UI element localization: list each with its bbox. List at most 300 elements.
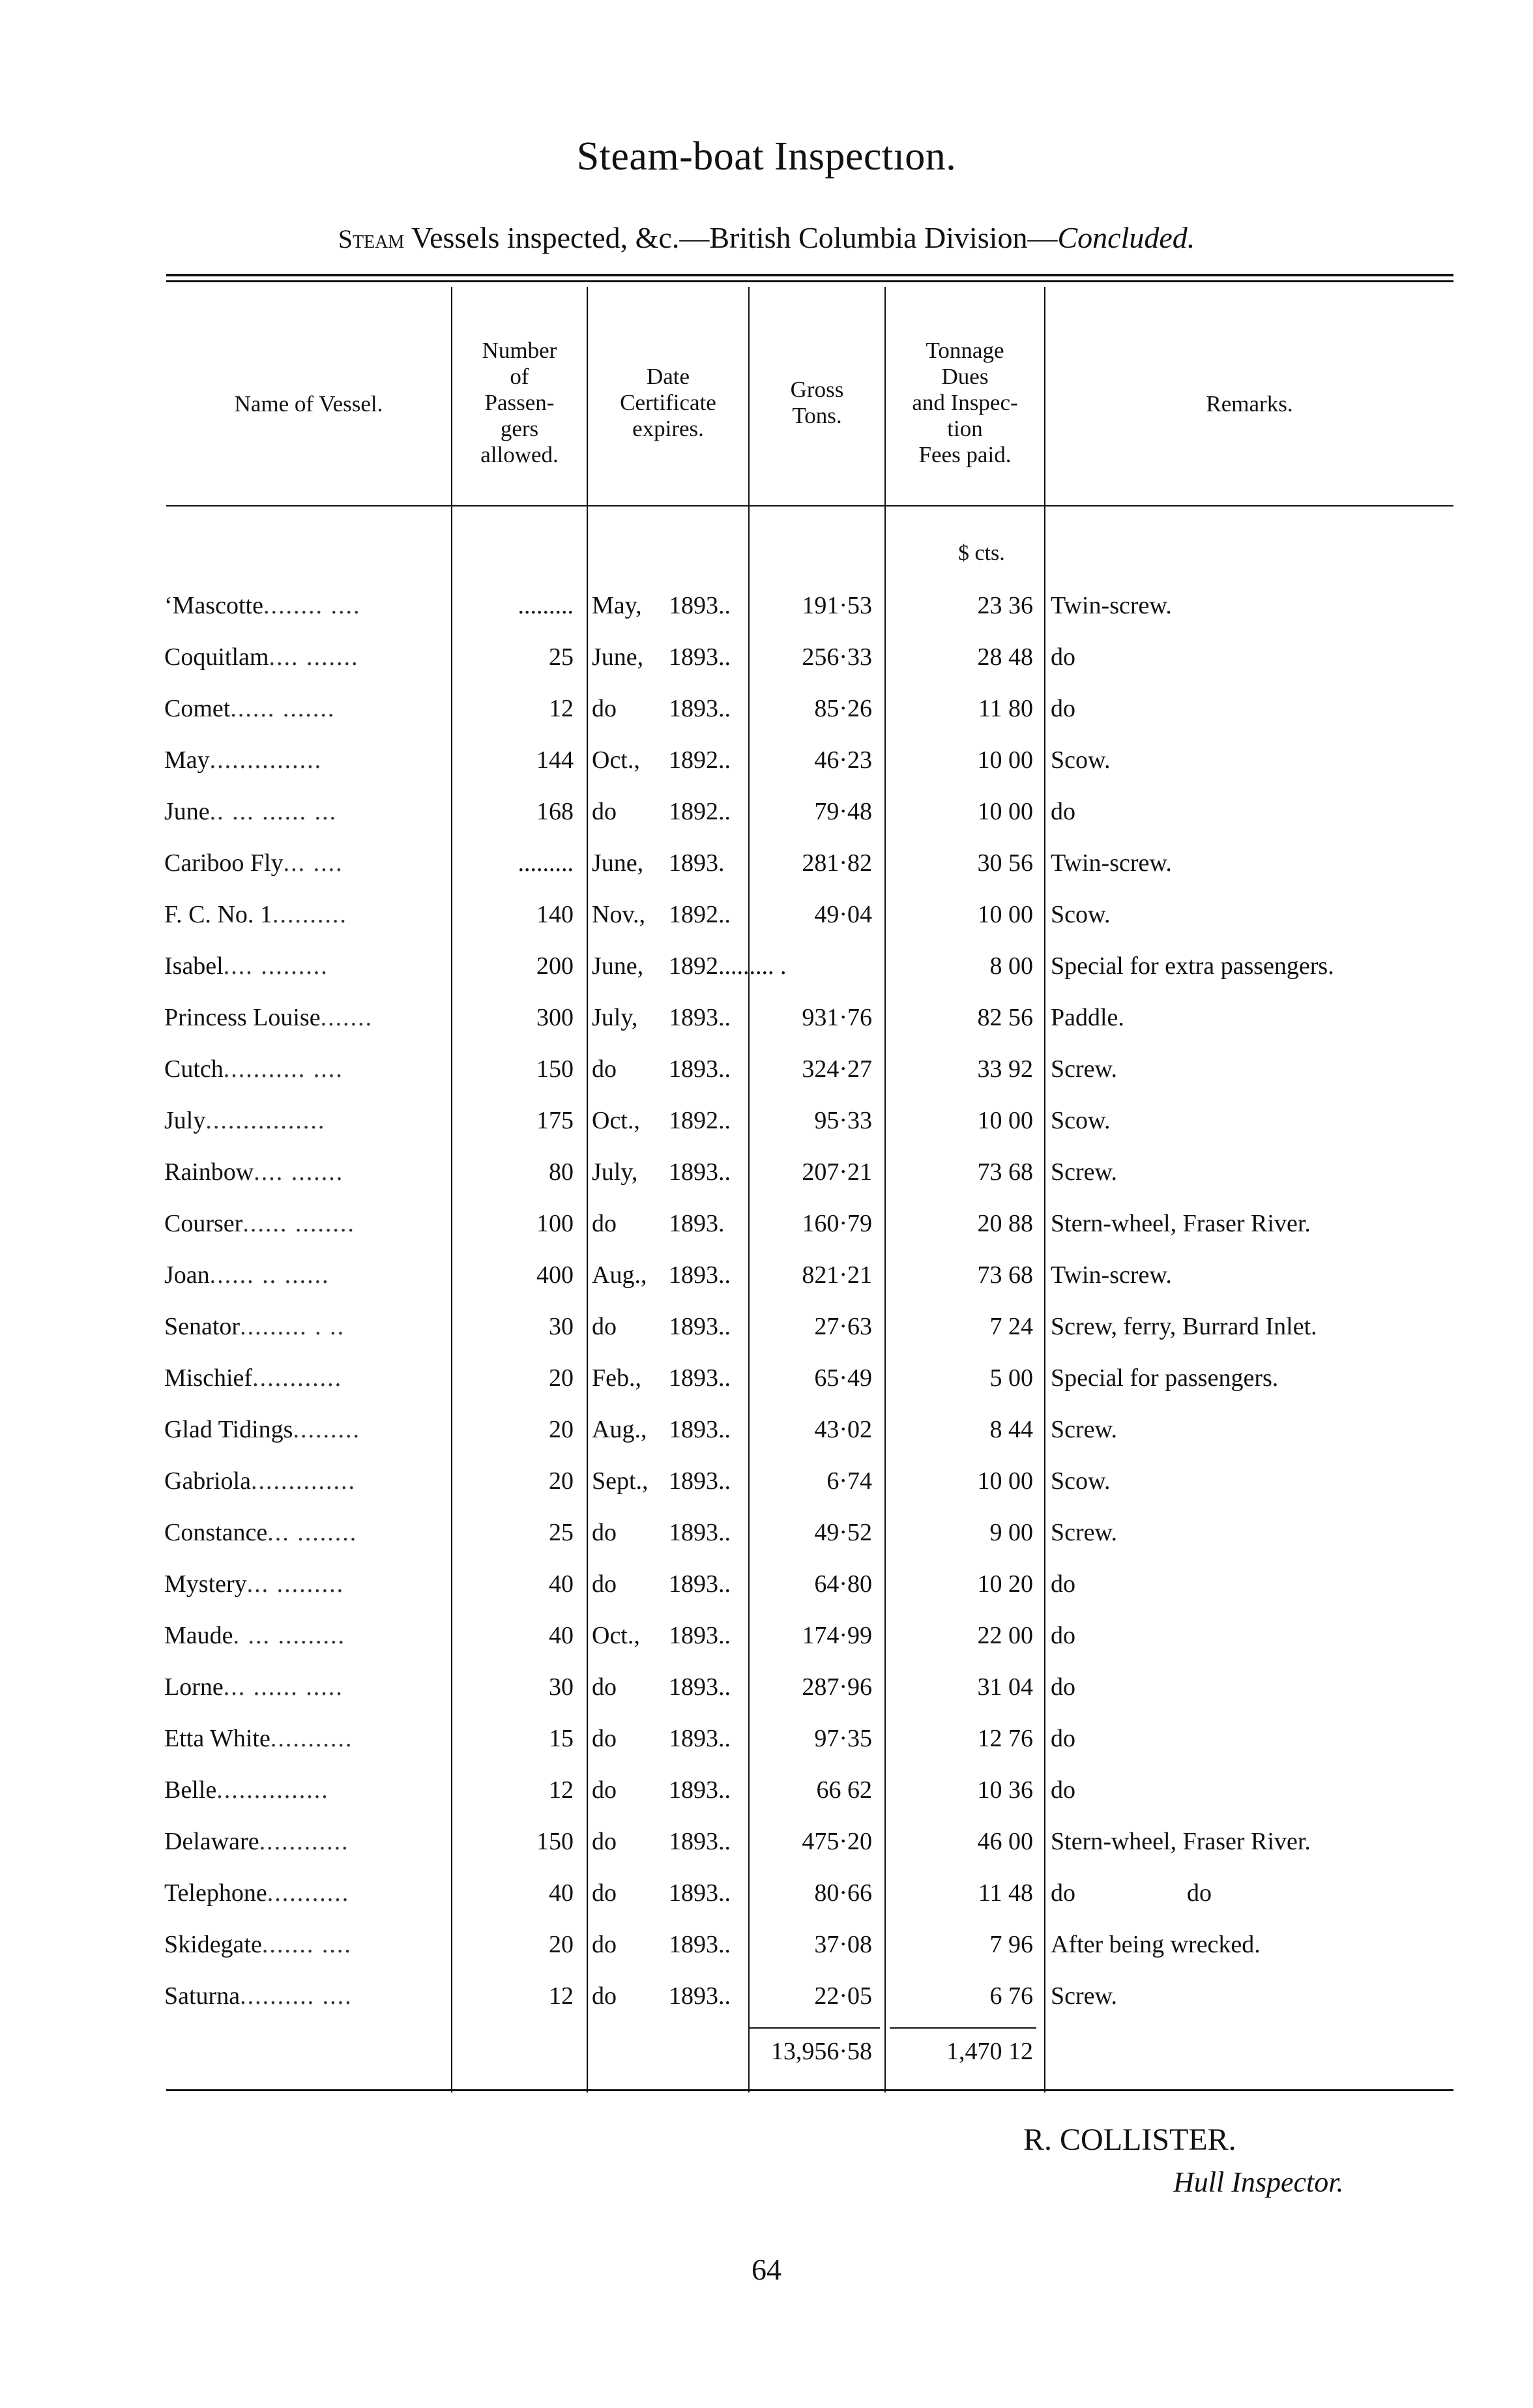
table-row — [0, 1765, 1533, 1816]
gross-tons: 46·23 — [814, 746, 872, 774]
gross-tons: 66 62 — [816, 1776, 872, 1804]
fees-paid: 10 00 — [977, 901, 1033, 928]
expiry-year: 1893.. — [669, 1519, 731, 1546]
expiry-month: do — [592, 1673, 617, 1701]
expiry-year: 1893.. — [669, 1158, 731, 1186]
table-row — [0, 838, 1533, 889]
vessel-name: Isabel — [164, 952, 224, 980]
certificate-expiry — [592, 1353, 742, 1404]
table-row — [0, 580, 1533, 632]
vessel-name-cell — [164, 1301, 443, 1353]
table-row — [0, 1610, 1533, 1662]
table-row — [0, 786, 1533, 838]
remarks: do — [1051, 1776, 1075, 1804]
fees-paid: 7 96 — [989, 1931, 1033, 1958]
leader-dots: ........ .... — [263, 592, 361, 619]
passengers-allowed: 20 — [549, 1467, 574, 1495]
expiry-year: 1892.. — [669, 798, 731, 825]
gross-tons: 324·27 — [802, 1055, 872, 1083]
leader-dots: ... ...... ..... — [223, 1673, 343, 1701]
passengers-allowed: 80 — [549, 1158, 574, 1186]
fees-paid: 73 68 — [977, 1158, 1033, 1186]
remarks: Special for extra passengers. — [1051, 952, 1334, 980]
expiry-year: 1893.. — [669, 1570, 731, 1598]
leader-dots: .......... .... — [240, 1982, 353, 2010]
fees-paid: 46 00 — [977, 1828, 1033, 1855]
remarks: do do — [1051, 1879, 1212, 1907]
leader-dots: .......... — [272, 901, 347, 928]
remarks: Screw. — [1051, 1982, 1117, 2010]
gross-tons: 191·53 — [802, 592, 872, 619]
expiry-month: Nov., — [592, 901, 645, 928]
expiry-year: 1893.. — [669, 1931, 731, 1958]
remarks: Special for passengers. — [1051, 1364, 1279, 1392]
remarks: Twin-screw. — [1051, 849, 1172, 877]
vessel-name: Lorne — [164, 1673, 224, 1701]
expiry-year: 1893.. — [669, 1879, 731, 1907]
certificate-expiry — [592, 1250, 742, 1301]
expiry-month: July, — [592, 1158, 638, 1186]
gross-tons: 256·33 — [802, 643, 872, 671]
fees-paid: 8 44 — [989, 1416, 1033, 1443]
signature-title: Hull Inspector. — [1173, 2166, 1344, 2198]
expiry-month: Oct., — [592, 1107, 640, 1134]
vessel-name: Delaware — [164, 1828, 259, 1855]
gross-tons: 475·20 — [802, 1828, 872, 1855]
gross-tons: 37·08 — [814, 1931, 872, 1958]
vessel-name-cell — [164, 1610, 443, 1662]
expiry-month: do — [592, 1210, 617, 1237]
expiry-year: 1892.. — [669, 746, 731, 774]
vessel-name-cell — [164, 1404, 443, 1456]
leader-dots: ............... — [216, 1776, 329, 1804]
table-row — [0, 735, 1533, 786]
table-row — [0, 992, 1533, 1044]
passengers-allowed: 40 — [549, 1570, 574, 1598]
leader-dots: ............ — [259, 1828, 349, 1855]
certificate-expiry — [592, 1404, 742, 1456]
certificate-expiry — [592, 1610, 742, 1662]
certificate-expiry — [592, 1147, 742, 1198]
table-row — [0, 1250, 1533, 1301]
gross-tons: 6·74 — [826, 1467, 872, 1495]
table-row — [0, 1353, 1533, 1404]
passengers-allowed: 20 — [549, 1931, 574, 1958]
certificate-expiry — [592, 632, 742, 683]
gross-tons: 79·48 — [814, 798, 872, 825]
expiry-month: do — [592, 1776, 617, 1804]
vessel-name: Comet — [164, 695, 231, 722]
expiry-year: 1892......... . — [669, 952, 787, 980]
table-row — [0, 1971, 1533, 2022]
vessel-name: Joan — [164, 1261, 210, 1289]
expiry-month: Oct., — [592, 1622, 640, 1649]
certificate-expiry — [592, 580, 742, 632]
table-row — [0, 1404, 1533, 1456]
expiry-month: do — [592, 1828, 617, 1855]
header-passengers: Number of Passen- gers allowed. — [480, 338, 559, 467]
table-row — [0, 1301, 1533, 1353]
gross-tons: 287·96 — [802, 1673, 872, 1701]
expiry-month: do — [592, 798, 617, 825]
passengers-allowed: 20 — [549, 1416, 574, 1443]
vessel-name: Telephone — [164, 1879, 267, 1907]
expiry-month: Oct., — [592, 746, 640, 774]
header-fees-paid: Tonnage Dues and Inspec- tion Fees paid. — [912, 338, 1018, 467]
remarks: Scow. — [1051, 1107, 1111, 1134]
passengers-allowed: 100 — [536, 1210, 574, 1237]
fees-paid: 10 00 — [977, 746, 1033, 774]
header-date-certificate: Date Certificate expires. — [620, 364, 716, 441]
fees-paid: 30 56 — [977, 849, 1033, 877]
table-row — [0, 1662, 1533, 1713]
vessel-name: ‘Mascotte — [164, 592, 263, 619]
remarks: After being wrecked. — [1051, 1931, 1261, 1958]
expiry-month: do — [592, 695, 617, 722]
leader-dots: ...... ....... — [230, 695, 336, 722]
gross-tons: 27·63 — [814, 1313, 872, 1340]
vessel-name-cell — [164, 1507, 443, 1559]
remarks: Screw. — [1051, 1158, 1117, 1186]
expiry-year: 1893.. — [669, 1364, 731, 1392]
vessel-name: Senator — [164, 1313, 241, 1340]
vessel-name-cell — [164, 1095, 443, 1147]
certificate-expiry — [592, 786, 742, 838]
page-title: Steam-boat Inspectıon. — [576, 134, 957, 179]
passengers-allowed: 150 — [536, 1828, 574, 1855]
passengers-allowed: ......... — [518, 849, 574, 877]
certificate-expiry — [592, 1662, 742, 1713]
subtitle-lead: Steam — [338, 224, 405, 254]
gross-total: 13,956·58 — [770, 2038, 872, 2065]
certificate-expiry — [592, 683, 742, 735]
vessel-name-cell — [164, 1147, 443, 1198]
remarks: Paddle. — [1051, 1004, 1124, 1031]
expiry-year: 1893.. — [669, 592, 731, 619]
vessel-name: Courser — [164, 1210, 243, 1237]
vessel-name-cell — [164, 1868, 443, 1919]
expiry-year: 1892.. — [669, 1107, 731, 1134]
signature-name: R. COLLISTER. — [1023, 2122, 1236, 2157]
remarks: Screw. — [1051, 1055, 1117, 1083]
fees-paid: 10 36 — [977, 1776, 1033, 1804]
table-row — [0, 1868, 1533, 1919]
fees-paid: 8 00 — [989, 952, 1033, 980]
fees-paid: 10 20 — [977, 1570, 1033, 1598]
vessel-name: Mystery — [164, 1570, 247, 1598]
gross-tons: 85·26 — [814, 695, 872, 722]
remarks: do — [1051, 695, 1075, 722]
fees-paid: 20 88 — [977, 1210, 1033, 1237]
fees-paid: 5 00 — [989, 1364, 1033, 1392]
gross-tons: 49·04 — [814, 901, 872, 928]
header-gross-tons: Gross Tons. — [790, 377, 844, 428]
passengers-allowed: 15 — [549, 1725, 574, 1752]
passengers-allowed: 12 — [549, 1776, 574, 1804]
fees-paid: 31 04 — [977, 1673, 1033, 1701]
passengers-allowed: 400 — [536, 1261, 574, 1289]
fees-paid: 9 00 — [989, 1519, 1033, 1546]
passengers-allowed: 140 — [536, 901, 574, 928]
passengers-allowed: 25 — [549, 1519, 574, 1546]
fees-paid: 33 92 — [977, 1055, 1033, 1083]
remarks: Scow. — [1051, 746, 1111, 774]
leader-dots: ....... .... — [261, 1931, 352, 1958]
leader-dots: ....... — [320, 1004, 373, 1031]
gross-tons: 22·05 — [814, 1982, 872, 2010]
certificate-expiry — [592, 1507, 742, 1559]
expiry-month: June, — [592, 952, 644, 980]
vessel-name: Rainbow — [164, 1158, 254, 1186]
fees-paid: 23 36 — [977, 592, 1033, 619]
passengers-allowed: 12 — [549, 695, 574, 722]
gross-tons: 281·82 — [802, 849, 872, 877]
certificate-expiry — [592, 838, 742, 889]
vessel-name: Mischief — [164, 1364, 253, 1392]
vessel-name-cell — [164, 1971, 443, 2022]
vessel-name: Maude — [164, 1622, 233, 1649]
vessel-name-cell — [164, 1250, 443, 1301]
fees-paid: 28 48 — [977, 643, 1033, 671]
leader-dots: ......... . .. — [240, 1313, 345, 1340]
certificate-expiry — [592, 1095, 742, 1147]
leader-dots: ...... ........ — [242, 1210, 355, 1237]
expiry-month: do — [592, 1519, 617, 1546]
expiry-month: do — [592, 1931, 617, 1958]
fees-paid: 73 68 — [977, 1261, 1033, 1289]
vessel-name: F. C. No. 1 — [164, 901, 272, 928]
leader-dots: ........... — [270, 1725, 353, 1752]
passengers-allowed: 30 — [549, 1673, 574, 1701]
vessel-name: Etta White — [164, 1725, 270, 1752]
expiry-year: 1893. — [669, 849, 725, 877]
vessel-name-cell — [164, 1919, 443, 1971]
fees-total: 1,470 12 — [946, 2038, 1033, 2065]
fees-paid: 12 76 — [977, 1725, 1033, 1752]
vessel-name: Gabriola — [164, 1467, 251, 1495]
vessel-name: Princess Louise — [164, 1004, 321, 1031]
fees-paid: 82 56 — [977, 1004, 1033, 1031]
table-row — [0, 1559, 1533, 1610]
leader-dots: .... ....... — [269, 643, 359, 671]
fees-paid: 11 48 — [978, 1879, 1033, 1907]
certificate-expiry — [592, 1816, 742, 1868]
certificate-expiry — [592, 1765, 742, 1816]
vessel-name-cell — [164, 683, 443, 735]
passengers-allowed: 175 — [536, 1107, 574, 1134]
table-row — [0, 1507, 1533, 1559]
expiry-month: do — [592, 1725, 617, 1752]
fees-paid: 7 24 — [989, 1313, 1033, 1340]
table-row — [0, 1095, 1533, 1147]
table-row — [0, 1713, 1533, 1765]
remarks: Twin-screw. — [1051, 1261, 1172, 1289]
expiry-year: 1893.. — [669, 1313, 731, 1340]
vessel-name-cell — [164, 1816, 443, 1868]
vessel-name-cell — [164, 838, 443, 889]
gross-tons: 97·35 — [814, 1725, 872, 1752]
gross-tons: 80·66 — [814, 1879, 872, 1907]
remarks: Twin-screw. — [1051, 592, 1172, 619]
remarks: Stern-wheel, Fraser River. — [1051, 1828, 1311, 1855]
passengers-allowed: 40 — [549, 1879, 574, 1907]
expiry-month: do — [592, 1313, 617, 1340]
vessel-name: July — [164, 1107, 206, 1134]
header-remarks: Remarks. — [1206, 391, 1293, 417]
expiry-year: 1893.. — [669, 1261, 731, 1289]
remarks: do — [1051, 798, 1075, 825]
leader-dots: .... ......... — [223, 952, 328, 980]
vessel-name-cell — [164, 1765, 443, 1816]
passengers-allowed: 25 — [549, 643, 574, 671]
table-row — [0, 1919, 1533, 1971]
expiry-year: 1893.. — [669, 1416, 731, 1443]
vessel-name: Belle — [164, 1776, 217, 1804]
leader-dots: .... ....... — [254, 1158, 344, 1186]
passengers-allowed: 144 — [536, 746, 574, 774]
gross-tons: 65·49 — [814, 1364, 872, 1392]
expiry-year: 1893.. — [669, 1776, 731, 1804]
passengers-allowed: 40 — [549, 1622, 574, 1649]
remarks: Scow. — [1051, 901, 1111, 928]
expiry-year: 1893.. — [669, 1055, 731, 1083]
table-row — [0, 941, 1533, 992]
passengers-allowed: 150 — [536, 1055, 574, 1083]
fees-paid: 6 76 — [989, 1982, 1033, 2010]
expiry-month: July, — [592, 1004, 638, 1031]
vessel-name: Coquitlam — [164, 643, 269, 671]
remarks: Scow. — [1051, 1467, 1111, 1495]
vessel-name-cell — [164, 1662, 443, 1713]
table-row — [0, 1044, 1533, 1095]
certificate-expiry — [592, 1559, 742, 1610]
passengers-allowed: 12 — [549, 1982, 574, 2010]
gross-tons: 64·80 — [814, 1570, 872, 1598]
expiry-month: Aug., — [592, 1416, 647, 1443]
expiry-year: 1893.. — [669, 1004, 731, 1031]
remarks: do — [1051, 1673, 1075, 1701]
certificate-expiry — [592, 1456, 742, 1507]
expiry-year: 1893.. — [669, 1467, 731, 1495]
vessel-name-cell — [164, 1456, 443, 1507]
certificate-expiry — [592, 1301, 742, 1353]
gross-tons: 207·21 — [802, 1158, 872, 1186]
expiry-month: Feb., — [592, 1364, 641, 1392]
certificate-expiry — [592, 889, 742, 941]
vessel-name-cell — [164, 1198, 443, 1250]
remarks: Screw. — [1051, 1416, 1117, 1443]
expiry-year: 1893.. — [669, 1982, 731, 2010]
fees-paid: 10 00 — [977, 798, 1033, 825]
certificate-expiry — [592, 992, 742, 1044]
certificate-expiry — [592, 1198, 742, 1250]
leader-dots: ......... — [293, 1416, 360, 1443]
vessel-name-cell — [164, 735, 443, 786]
vessel-name: Glad Tidings — [164, 1416, 293, 1443]
table-row — [0, 1816, 1533, 1868]
fees-paid: 10 00 — [977, 1467, 1033, 1495]
table-row — [0, 1456, 1533, 1507]
expiry-month: May, — [592, 592, 642, 619]
vessel-name: Skidegate — [164, 1931, 262, 1958]
passengers-allowed: ......... — [518, 592, 574, 619]
passengers-allowed: 300 — [536, 1004, 574, 1031]
vessel-name-cell — [164, 1559, 443, 1610]
vessel-name-cell — [164, 889, 443, 941]
gross-tons: 95·33 — [814, 1107, 872, 1134]
expiry-year: 1893.. — [669, 1725, 731, 1752]
subtitle-mid: Vessels inspected, &c.—British Columbia Division— — [404, 221, 1058, 254]
certificate-expiry — [592, 1044, 742, 1095]
remarks: do — [1051, 1570, 1075, 1598]
passengers-allowed: 168 — [536, 798, 574, 825]
passengers-allowed: 30 — [549, 1313, 574, 1340]
expiry-month: do — [592, 1982, 617, 2010]
certificate-expiry — [592, 941, 787, 992]
gross-tons: 931·76 — [802, 1004, 872, 1031]
remarks: do — [1051, 643, 1075, 671]
expiry-month: June, — [592, 849, 644, 877]
vessel-name: Saturna — [164, 1982, 241, 2010]
remarks: Stern-wheel, Fraser River. — [1051, 1210, 1311, 1237]
certificate-expiry — [592, 1713, 742, 1765]
expiry-month: do — [592, 1570, 617, 1598]
vessel-name-cell — [164, 632, 443, 683]
vessel-name-cell — [164, 580, 443, 632]
leader-dots: ...... .. ...... — [209, 1261, 330, 1289]
remarks: do — [1051, 1725, 1075, 1752]
expiry-month: Sept., — [592, 1467, 649, 1495]
vessel-name: Constance — [164, 1519, 268, 1546]
fees-units-label: $ cts. — [958, 541, 1005, 565]
subtitle-tail: Concluded. — [1057, 221, 1195, 254]
certificate-expiry — [592, 1919, 742, 1971]
table-row — [0, 1198, 1533, 1250]
vessel-name: June — [164, 798, 210, 825]
expiry-year: 1892.. — [669, 901, 731, 928]
leader-dots: ... ......... — [246, 1570, 345, 1598]
vessel-name-cell — [164, 1713, 443, 1765]
vessel-name: Cutch — [164, 1055, 224, 1083]
fees-paid: 11 80 — [978, 695, 1033, 722]
leader-dots: ................ — [205, 1107, 326, 1134]
passengers-allowed: 20 — [549, 1364, 574, 1392]
leader-dots: .. ... ...... ... — [209, 798, 338, 825]
vessel-name-cell — [164, 941, 443, 992]
leader-dots: ............... — [209, 746, 323, 774]
table-row — [0, 683, 1533, 735]
vessel-name: May — [164, 746, 210, 774]
vessel-name-cell — [164, 1353, 443, 1404]
fees-paid: 22 00 — [977, 1622, 1033, 1649]
expiry-month: do — [592, 1879, 617, 1907]
expiry-year: 1893.. — [669, 1828, 731, 1855]
expiry-month: do — [592, 1055, 617, 1083]
remarks: do — [1051, 1622, 1075, 1649]
passengers-allowed: 200 — [536, 952, 574, 980]
expiry-year: 1893. — [669, 1210, 725, 1237]
vessel-name-cell — [164, 1044, 443, 1095]
leader-dots: ........... .... — [223, 1055, 343, 1083]
fees-paid: 10 00 — [977, 1107, 1033, 1134]
table-row — [0, 1147, 1533, 1198]
remarks: Screw. — [1051, 1519, 1117, 1546]
expiry-year: 1893.. — [669, 1673, 731, 1701]
leader-dots: ........... — [267, 1879, 350, 1907]
expiry-month: June, — [592, 643, 644, 671]
vessel-name-cell — [164, 786, 443, 838]
certificate-expiry — [592, 1868, 742, 1919]
